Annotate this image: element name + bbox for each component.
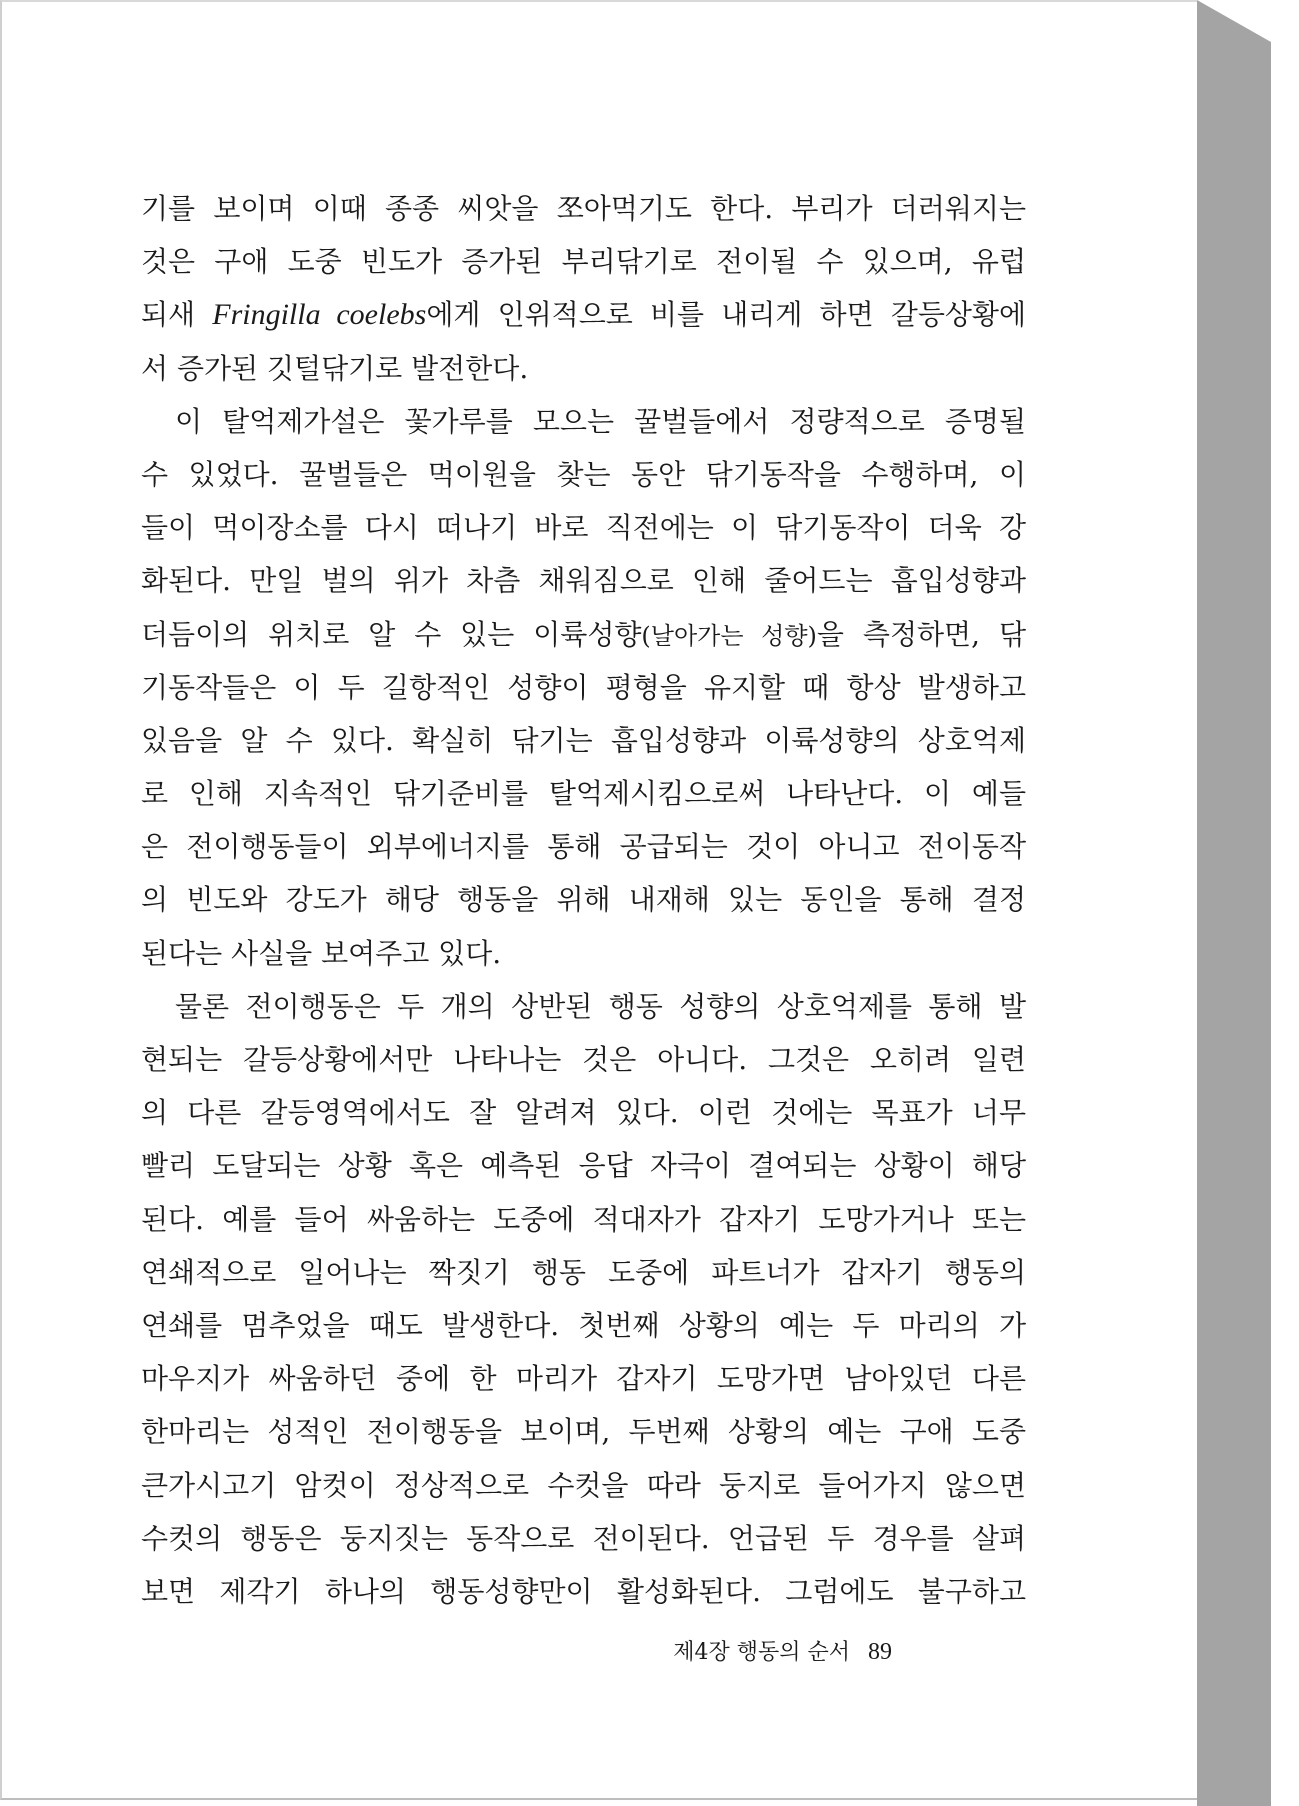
body-text	[141, 182, 1026, 1618]
text-line: 서 증가된 깃털닦기로 발전한다.	[141, 351, 529, 385]
text-line: 된다는 사실을 보여주고 있다.	[141, 936, 502, 970]
spine-edge	[1271, 42, 1297, 1806]
text-line: 기동작들은 이 두 길항적인 성향이 평형을 유지할 때 항상 발생하고	[141, 670, 1026, 704]
text-line: 화된다. 만일 벌의 위가 차츰 채워짐으로 인해 줄어드는 흡입성향과	[141, 564, 1026, 598]
text-line: 기를 보이며 이때 종종 씨앗을 쪼아먹기도 한다. 부리가 더러워지는	[141, 192, 1026, 225]
text-line: 들이 먹이장소를 다시 떠나기 바로 직전에는 이 닦기동작이 더욱 강	[141, 511, 1026, 545]
text-line: 것은 구애 도중 빈도가 증가된 부리닦기로 전이될 수 있으며, 유럽	[141, 245, 1026, 279]
text-segment: 에게 인위적으로 비를 내리게 하면 갈등상황에	[426, 298, 1026, 332]
text-line: 수 있었다. 꿀벌들은 먹이원을 찾는 동안 닦기동작을 수행하며, 이	[141, 457, 1026, 491]
text-segment: 더듬이의 위치로 알 수 있는 이륙성향	[141, 617, 642, 651]
text-line: 빨리 도달되는 상황 혹은 예측된 응답 자극이 결여되는 상황이 해당	[141, 1149, 1026, 1183]
spine-face	[1197, 0, 1271, 1806]
text-line: 의 빈도와 강도가 해당 행동을 위해 내재해 있는 동인을 통해 결정	[141, 883, 1026, 917]
paragraph-start-line: 이 탈억제가설은 꽃가루를 모으는 꿀벌들에서 정량적으로 증명될	[175, 404, 1026, 438]
page-footer	[673, 1635, 892, 1666]
book-spine	[1197, 0, 1297, 1806]
text-line	[141, 608, 1026, 661]
page-number: 89	[868, 1639, 892, 1665]
text-line: 보면 제각기 하나의 행동성향만이 활성화된다. 그럼에도 불구하고	[141, 1574, 1026, 1608]
species-name: Fringilla coelebs	[212, 298, 427, 332]
text-segment: 을 측정하면, 닦	[816, 617, 1026, 651]
text-segment: 되새	[141, 298, 213, 332]
text-line: 있음을 알 수 있다. 확실히 닦기는 흡입성향과 이륙성향의 상호억제	[141, 723, 1026, 757]
text-line: 연쇄적으로 일어나는 짝짓기 행동 도중에 파트너가 갑자기 행동의	[141, 1255, 1026, 1289]
text-line: 된다. 예를 들어 싸움하는 도중에 적대자가 갑자기 도망가거나 또는	[141, 1202, 1026, 1236]
text-line: 연쇄를 멈추었을 때도 발생한다. 첫번째 상황의 예는 두 마리의 가	[141, 1308, 1026, 1342]
parenthetical: (날아가는 성향)	[641, 621, 817, 650]
text-line	[141, 288, 1026, 341]
text-line: 현되는 갈등상황에서만 나타나는 것은 아니다. 그것은 오히려 일련	[141, 1043, 1026, 1076]
text-line: 로 인해 지속적인 닦기준비를 탈억제시킴으로써 나타난다. 이 예들	[141, 777, 1026, 811]
text-line: 은 전이행동들이 외부에너지를 통해 공급되는 것이 아니고 전이동작	[141, 830, 1026, 864]
text-line: 큰가시고기 암컷이 정상적으로 수컷을 따라 둥지로 들어가지 않으면	[141, 1468, 1026, 1502]
text-line: 마우지가 싸움하던 중에 한 마리가 갑자기 도망가면 남아있던 다른	[141, 1362, 1026, 1396]
text-line: 의 다른 갈등영역에서도 잘 알려져 있다. 이런 것에는 목표가 너무	[141, 1096, 1026, 1130]
paragraph-start-line: 물론 전이행동은 두 개의 상반된 행동 성향의 상호억제를 통해 발	[175, 989, 1026, 1023]
chapter-title: 제4장 행동의 순서	[673, 1640, 850, 1665]
text-line: 한마리는 성적인 전이행동을 보이며, 두번째 상황의 예는 구애 도중	[141, 1415, 1026, 1449]
text-line: 수컷의 행동은 둥지짓는 동작으로 전이된다. 언급된 두 경우를 살펴	[141, 1521, 1026, 1555]
